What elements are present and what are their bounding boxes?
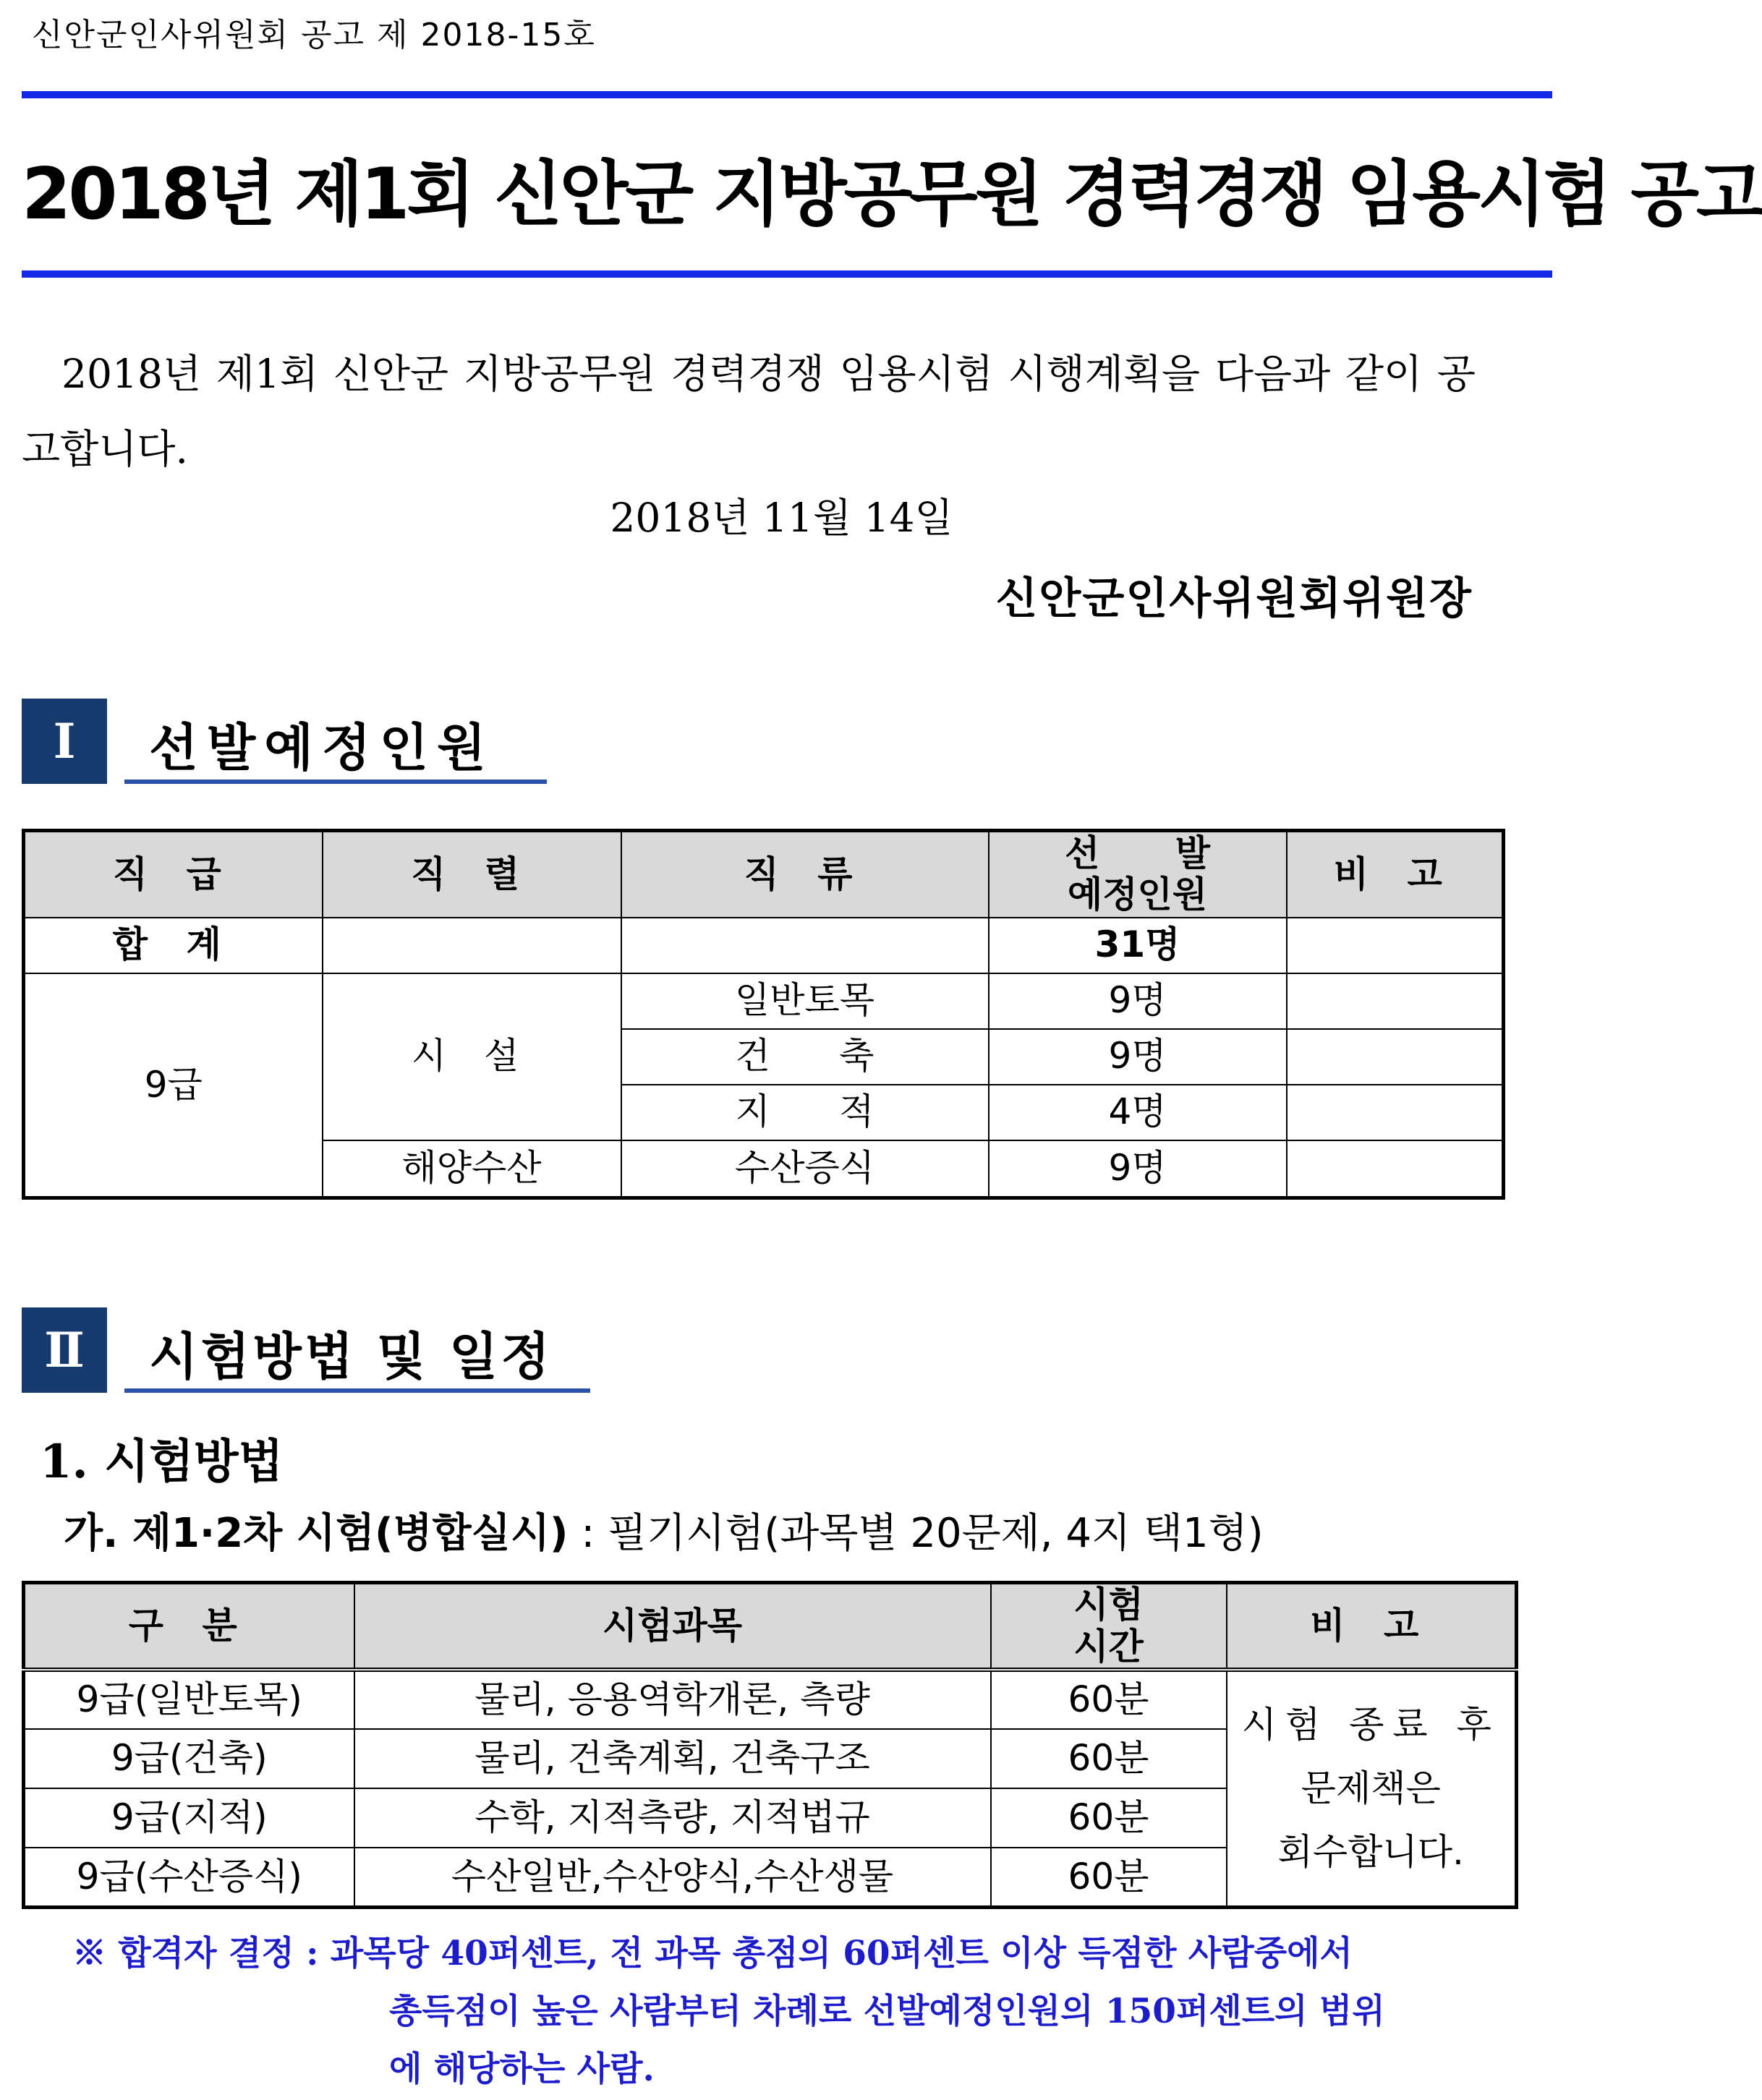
cell-empty	[1287, 918, 1504, 973]
category-cell: 9급(건축)	[24, 1729, 354, 1788]
method-subheading-rest: : 필기시험(과목별 20문제, 4지 택1형)	[568, 1510, 1264, 1557]
subjects-cell: 수학, 지적측량, 지적법규	[354, 1788, 991, 1848]
series-marine: 해양수산	[323, 1140, 621, 1198]
page-title: 2018년 제1회 신안군 지방공무원 경력경쟁 임용시험 공고	[22, 153, 1762, 236]
cell-empty	[621, 918, 989, 973]
pass-criteria-note	[72, 1925, 1490, 2099]
signer: 신안군인사위원회위원장	[995, 573, 1473, 624]
method-heading: 1. 시험방법	[40, 1435, 284, 1489]
category-cell: 9급(일반토목)	[24, 1670, 354, 1729]
th-note: 비 고	[1227, 1583, 1517, 1670]
th-time-line2: 시간	[1073, 1625, 1144, 1668]
footnote-line-3: 에 해당하는 사람.	[389, 2049, 655, 2089]
section-1-badge: Ⅰ	[22, 699, 107, 784]
note-line-3: 회수합니다.	[1277, 1831, 1464, 1874]
th-category: 구 분	[24, 1583, 354, 1670]
footnote-line-2: 총득점이 높은 사람부터 차례로 선발예정인원의 150퍼센트의 범위	[389, 1992, 1385, 2031]
count-cell: 9명	[989, 1029, 1287, 1085]
section-2-underline	[124, 1388, 590, 1393]
class-cell: 수산증식	[621, 1140, 989, 1198]
series-facility: 시 설	[323, 973, 621, 1140]
count-cell: 9명	[989, 973, 1287, 1029]
section-1-underline	[124, 780, 547, 784]
method-subheading	[64, 1501, 1264, 1559]
notice-date: 2018년 11월 14일	[610, 495, 953, 541]
method-subheading-bold: 가. 제1·2차 시험(병합실시)	[64, 1510, 569, 1557]
category-cell: 9급(수산증식)	[24, 1848, 354, 1907]
class-cell: 일반토목	[621, 973, 989, 1029]
note-cell	[1227, 1670, 1517, 1907]
exam-table	[22, 1581, 1518, 1909]
section-2-title: 시험방법 및 일정	[149, 1327, 553, 1386]
section-2-badge: Ⅱ	[22, 1307, 107, 1393]
quota-table	[22, 829, 1505, 1200]
count-cell: 4명	[989, 1085, 1287, 1140]
cell-empty	[1287, 1140, 1504, 1198]
footnote-line-1: ※ 합격자 결정 : 과목당 40퍼센트, 전 과목 총점의 60퍼센트 이상 득점한 사람중에서	[72, 1934, 1353, 1973]
cell-empty	[1287, 1085, 1504, 1140]
time-cell: 60분	[991, 1788, 1227, 1848]
total-count: 31명	[989, 918, 1287, 973]
th-time	[991, 1583, 1227, 1670]
subjects-cell: 물리, 건축계획, 건축구조	[354, 1729, 991, 1788]
cell-empty	[1287, 1029, 1504, 1085]
th-grade: 직 급	[24, 831, 323, 918]
title-divider	[22, 270, 1552, 278]
time-cell: 60분	[991, 1848, 1227, 1907]
subjects-cell: 수산일반,수산양식,수산생물	[354, 1848, 991, 1907]
subjects-cell: 물리, 응용역학개론, 측량	[354, 1670, 991, 1729]
class-cell: 지 적	[621, 1085, 989, 1140]
th-subjects: 시험과목	[354, 1583, 991, 1670]
class-cell: 건 축	[621, 1029, 989, 1085]
th-note: 비 고	[1287, 831, 1504, 918]
th-series: 직 렬	[323, 831, 621, 918]
count-cell: 9명	[989, 1140, 1287, 1198]
category-cell: 9급(지적)	[24, 1788, 354, 1848]
grade-cell: 9급	[24, 973, 323, 1198]
time-cell: 60분	[991, 1729, 1227, 1788]
notice-number: 신안군인사위원회 공고 제 2018-15호	[32, 17, 596, 54]
note-line-1: 시험 종료 후	[1241, 1704, 1500, 1746]
note-line-2: 문제책은	[1301, 1767, 1441, 1810]
top-divider	[22, 91, 1552, 98]
th-time-line1: 시험	[1073, 1584, 1144, 1626]
intro-paragraph: 2018년 제1회 신안군 지방공무원 경력경쟁 임용시험 시행계획을 다음과 같이 공고합니다.	[22, 351, 1476, 472]
th-quota-line1: 선 발	[1064, 832, 1211, 874]
section-1-title: 선발예정인원	[149, 718, 495, 777]
total-label: 합 계	[24, 918, 323, 973]
th-quota-line2: 예정인원	[1067, 874, 1208, 916]
cell-empty	[1287, 973, 1504, 1029]
cell-empty	[323, 918, 621, 973]
time-cell: 60분	[991, 1670, 1227, 1729]
th-quota	[989, 831, 1287, 918]
th-class: 직 류	[621, 831, 989, 918]
